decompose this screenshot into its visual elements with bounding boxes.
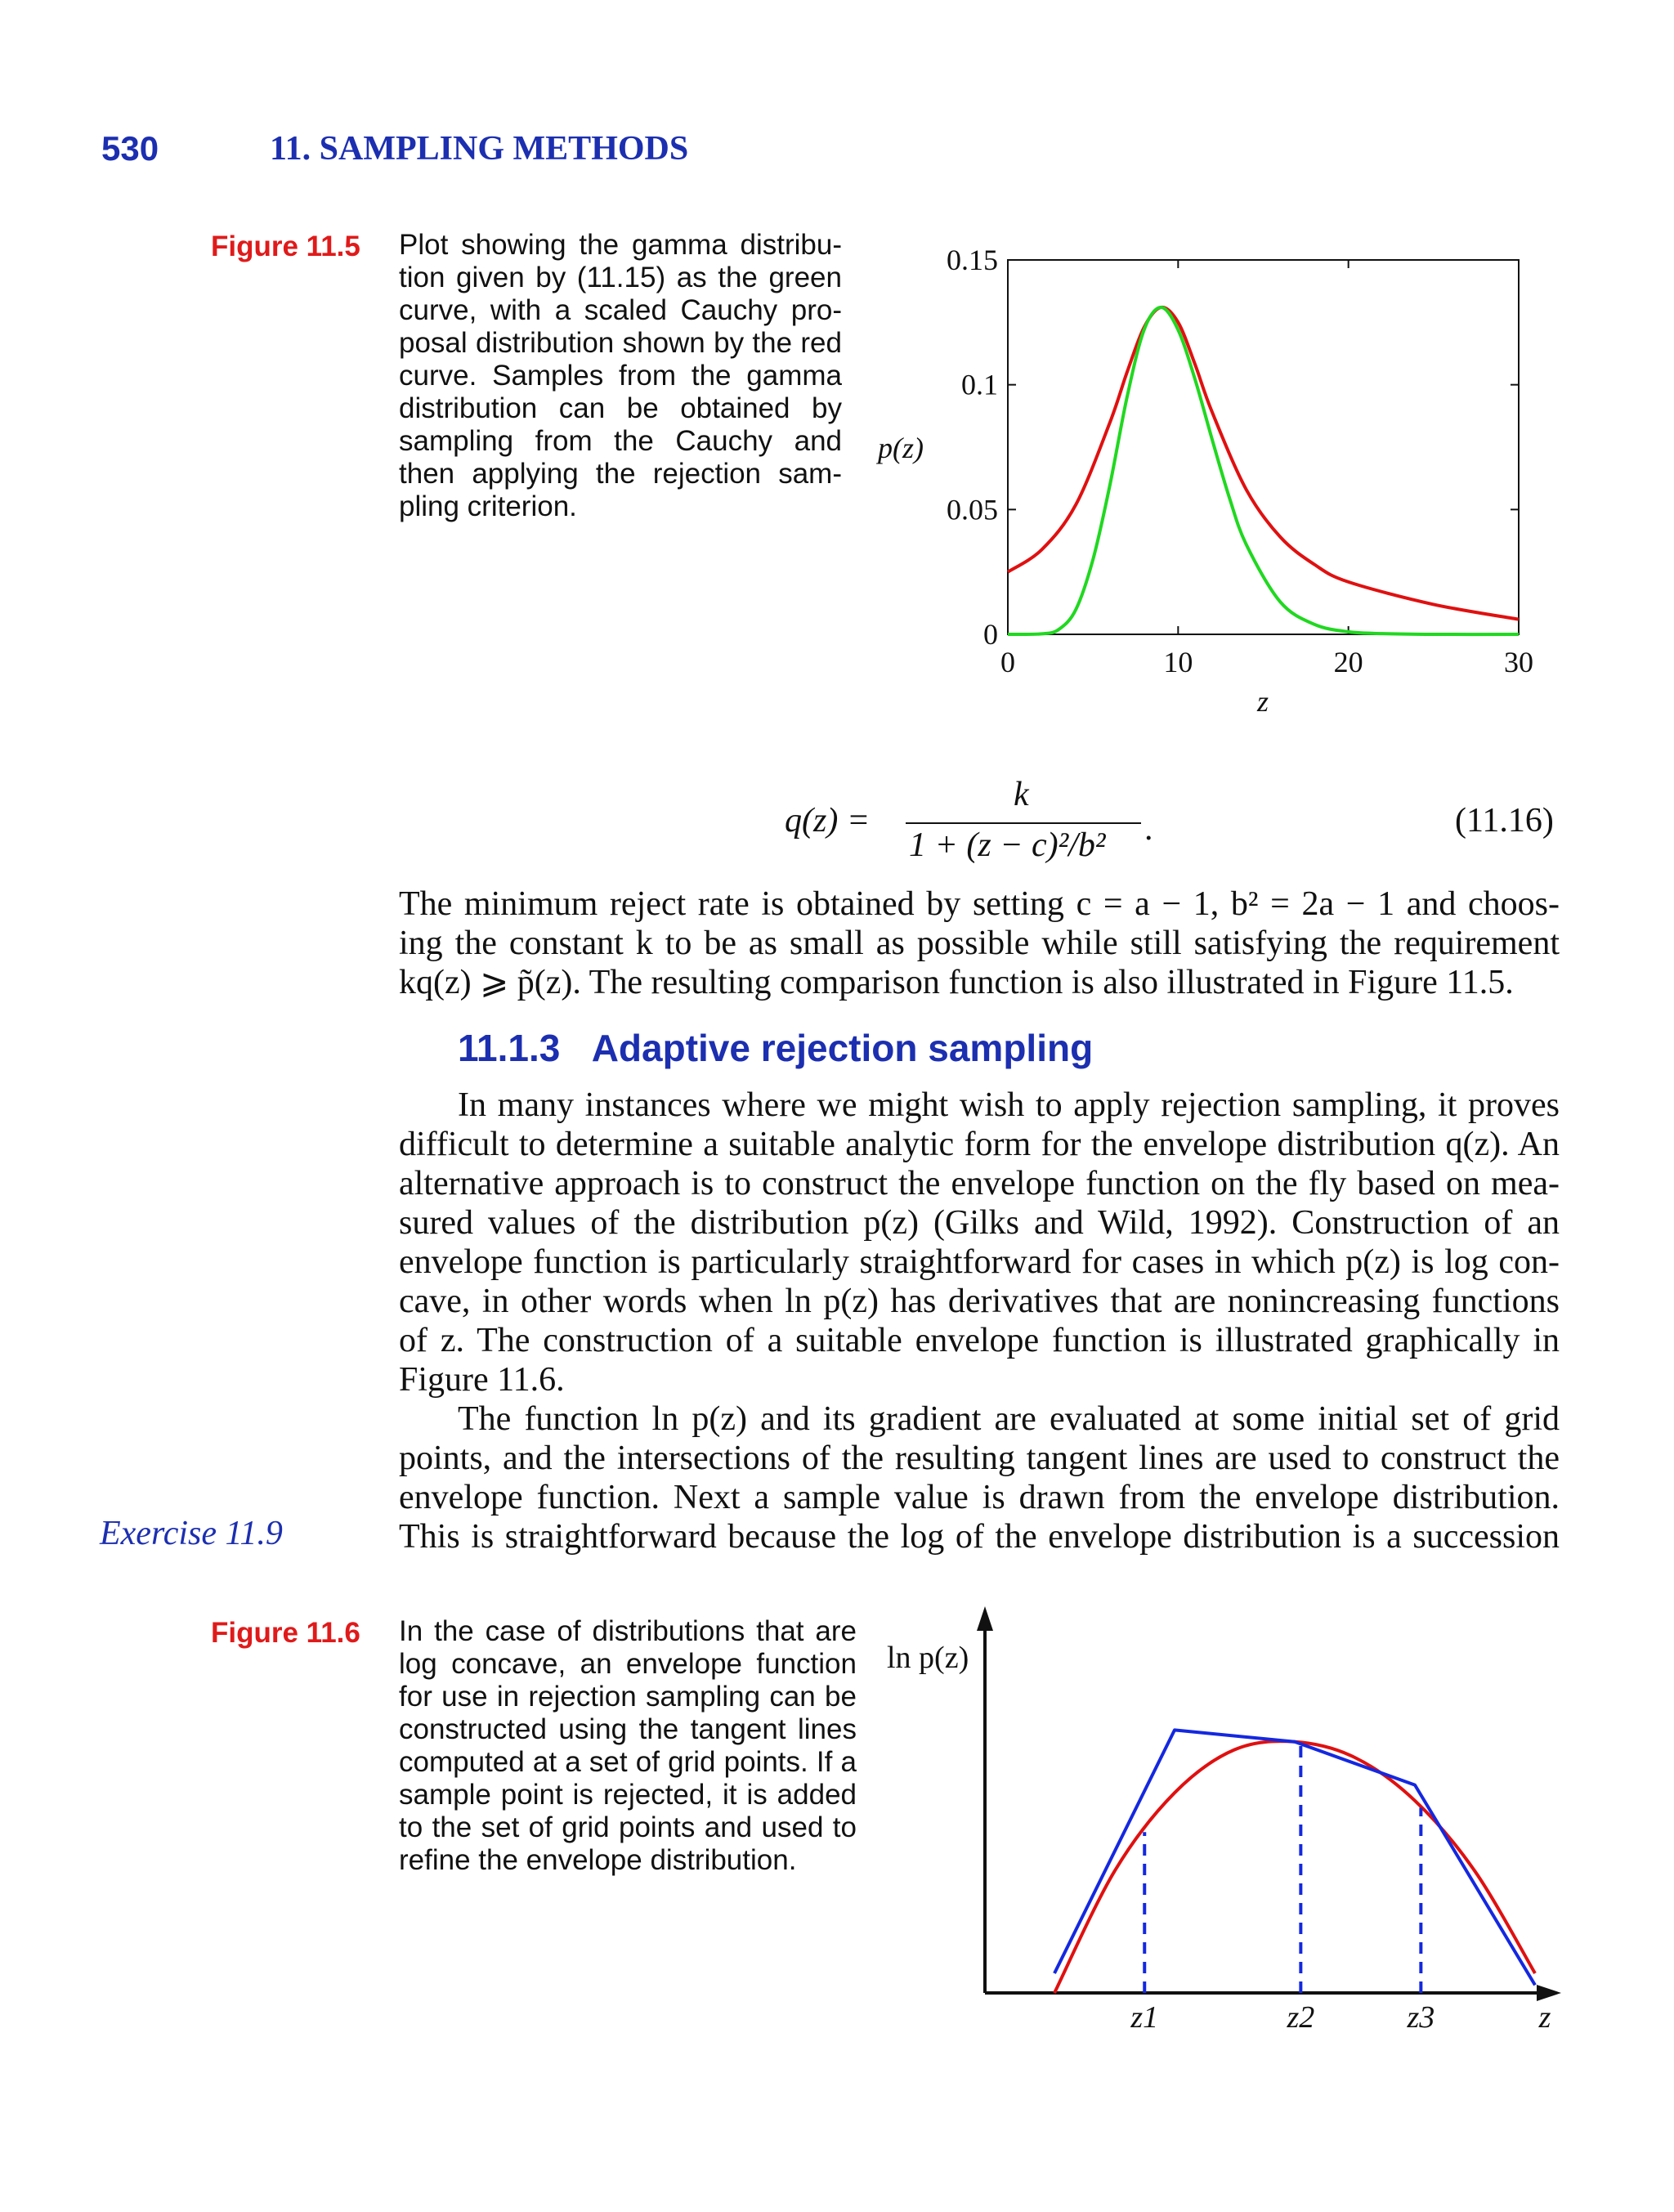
grid-point-label: z1 xyxy=(1130,2000,1159,2035)
caption-line: to the set of grid points and used to xyxy=(399,1811,857,1843)
caption-line: posal distribution shown by the red xyxy=(399,327,842,359)
text-line: alternative approach is to construct the envelope function on the fly based on mea- xyxy=(399,1165,1560,1202)
equation-lhs: q(z) = xyxy=(785,802,871,840)
grid-point-label: z2 xyxy=(1287,2000,1315,2035)
text-line: cave, in other words when ln p(z) has derivatives that are nonincreasing functions xyxy=(399,1283,1560,1320)
equation-numerator: k xyxy=(1014,776,1029,813)
x-axis-arrow xyxy=(1537,1985,1561,2001)
x-tick-label: 10 xyxy=(1163,646,1193,678)
paragraph xyxy=(399,884,1560,1002)
caption-line: tion given by (11.15) as the green xyxy=(399,262,842,293)
text-line: The function ln p(z) and its gradient are evaluated at some initial set of grid xyxy=(458,1400,1560,1438)
caption-line: curve, with a scaled Cauchy pro- xyxy=(399,294,842,326)
text-line: of z. The construction of a suitable envelope function is illustrated graphically in xyxy=(399,1322,1560,1359)
text-line: In many instances where we might wish to apply rejection sampling, it proves xyxy=(458,1086,1560,1124)
section-number: 11.1.3 xyxy=(458,1027,561,1069)
x-tick-label: 0 xyxy=(1000,646,1015,678)
caption-line: Plot showing the gamma distribu- xyxy=(399,229,842,261)
y-tick-label: 0 xyxy=(983,618,998,651)
caption-line: distribution can be obtained by xyxy=(399,392,842,424)
page-number: 530 xyxy=(101,129,159,168)
text-line: Figure 11.6. xyxy=(399,1361,565,1399)
cauchy-curve xyxy=(1008,307,1519,620)
chapter-title: 11. SAMPLING METHODS xyxy=(270,130,689,168)
figure-label: Figure 11.6 xyxy=(211,1617,360,1649)
y-axis-label: ln p(z) xyxy=(887,1641,969,1675)
y-axis-arrow xyxy=(977,1606,993,1631)
text-line: envelope function. Next a sample value is drawn from the envelope distribution. xyxy=(399,1479,1560,1516)
figure-label: Figure 11.5 xyxy=(211,231,360,262)
envelope-polyline xyxy=(1054,1730,1535,1985)
text-line: sured values of the distribution p(z) (Gilks and Wild, 1992). Construction of an xyxy=(399,1204,1560,1242)
text-line: ing the constant k to be as small as possible while still satisfying the requirement xyxy=(399,925,1560,962)
caption-line: sample point is rejected, it is added xyxy=(399,1779,857,1811)
x-axis-label: z xyxy=(1256,685,1269,718)
y-tick-label: 0.15 xyxy=(947,244,998,276)
caption-line: pling criterion. xyxy=(399,490,577,522)
y-tick-label: 0.05 xyxy=(947,493,998,526)
section-title: Adaptive rejection sampling xyxy=(591,1027,1094,1069)
x-tick-label: 20 xyxy=(1333,646,1363,678)
caption-line: constructed using the tangent lines xyxy=(399,1713,857,1745)
fraction-bar xyxy=(906,822,1141,824)
x-axis-label: z xyxy=(1538,2000,1551,2035)
gamma-cauchy-chart xyxy=(0,0,1674,736)
paragraph xyxy=(399,1086,1560,1399)
text-line: points, and the intersections of the resulting tangent lines are used to construct the xyxy=(399,1440,1560,1477)
grid-point-label: z3 xyxy=(1407,2000,1435,2035)
section-heading xyxy=(458,1026,1093,1070)
caption-line: log concave, an envelope function xyxy=(399,1648,857,1680)
text-line: difficult to determine a suitable analytic form for the envelope distribution q(z). An xyxy=(399,1126,1560,1163)
y-axis-label: p(z) xyxy=(878,432,924,464)
text-line: The minimum reject rate is obtained by setting c = a − 1, b² = 2a − 1 and choos- xyxy=(399,885,1560,923)
x-tick-label: 30 xyxy=(1504,646,1533,678)
text-line: kq(z) ⩾ p̃(z). The resulting comparison function is also illustrated in Figure 11.5. xyxy=(399,964,1514,1001)
equation-number: (11.16) xyxy=(1455,802,1554,840)
exercise-margin-note[interactable]: Exercise 11.9 xyxy=(100,1515,283,1552)
caption-line: then applying the rejection sam- xyxy=(399,458,842,490)
caption-line: In the case of distributions that are xyxy=(399,1615,857,1647)
caption-line: computed at a set of grid points. If a xyxy=(399,1746,857,1778)
equation-denominator: 1 + (z − c)²/b² xyxy=(909,826,1106,864)
text-line: envelope function is particularly straightforward for cases in which p(z) is log con- xyxy=(399,1243,1560,1281)
caption-line: sampling from the Cauchy and xyxy=(399,425,842,457)
text-line: This is straightforward because the log of the envelope distribution is a succession xyxy=(399,1518,1560,1556)
envelope-chart xyxy=(0,1594,1674,2052)
gamma-curve xyxy=(1008,307,1519,634)
y-tick-label: 0.1 xyxy=(961,368,998,401)
paragraph xyxy=(399,1399,1560,1556)
caption-line: curve. Samples from the gamma xyxy=(399,360,842,392)
equation-period: . xyxy=(1144,810,1153,848)
caption-line: refine the envelope distribution. xyxy=(399,1844,797,1876)
caption-line: for use in rejection sampling can be xyxy=(399,1681,857,1713)
